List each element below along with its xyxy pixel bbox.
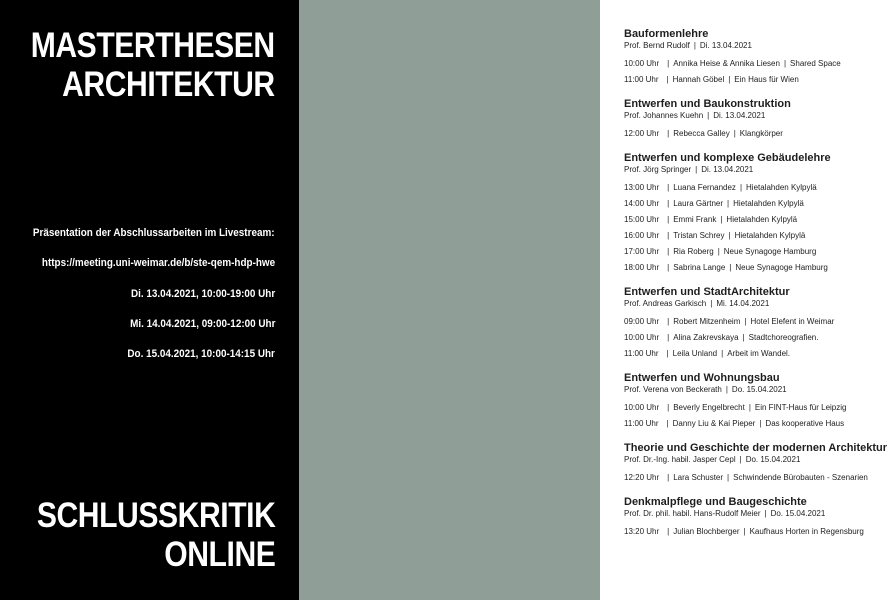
presentation-row: [624, 183, 892, 193]
project-title: Stadtchoreografien.: [748, 333, 819, 342]
presentation-row: [624, 473, 892, 483]
presenter-name: Annika Heise & Annika Liesen: [673, 59, 780, 68]
schedule-section: [624, 371, 892, 429]
project-title: Neue Synagoge Hamburg: [735, 263, 828, 272]
project-title: Schwindende Bürobauten - Szenarien: [733, 473, 868, 482]
section-professor-line: [624, 111, 892, 121]
separator: |: [759, 419, 762, 428]
section-date: Di. 13.04.2021: [713, 111, 766, 120]
separator: |: [667, 527, 670, 536]
presentation-time: 15:00 Uhr: [624, 215, 660, 224]
separator: |: [748, 403, 751, 412]
separator: |: [667, 59, 670, 68]
section-title: Entwerfen und komplexe Gebäudelehre: [624, 152, 831, 164]
professor-name: Prof. Dr.-Ing. habil. Jasper Cepl: [624, 455, 736, 464]
project-title: Arbeit im Wandel.: [727, 349, 791, 358]
presenter-name: Leila Unland: [672, 349, 718, 358]
presenter-name: Alina Zakrevskaya: [673, 333, 739, 342]
project-title: Shared Space: [790, 59, 841, 68]
separator: |: [739, 183, 743, 192]
schedule-section: [624, 97, 892, 139]
section-title: Entwerfen und Baukonstruktion: [624, 98, 791, 110]
section-date: Di. 13.04.2021: [699, 41, 752, 50]
separator: |: [667, 333, 670, 342]
separator: |: [667, 473, 670, 482]
professor-name: Prof. Dr. phil. habil. Hans-Rudolf Meier: [624, 509, 761, 518]
headline-top-line-1: MASTERTHESEN: [30, 26, 275, 65]
separator: |: [667, 231, 670, 240]
presenter-name: Beverly Engelbrecht: [673, 403, 745, 412]
separator: |: [725, 385, 728, 394]
presentation-time: 17:00 Uhr: [624, 247, 660, 256]
right-panel: [299, 0, 888, 600]
presentation-row: [624, 215, 892, 225]
presentation-row: [624, 403, 892, 413]
separator: |: [667, 247, 670, 256]
presenter-name: Lara Schuster: [673, 473, 724, 482]
presenter-name: Danny Liu & Kai Pieper: [672, 419, 756, 428]
presentation-time: 14:00 Uhr: [624, 199, 660, 208]
separator: |: [666, 349, 669, 358]
separator: |: [666, 75, 669, 84]
livestream-intro: Präsentation der Abschlussarbeiten im Livestream:: [33, 227, 275, 239]
separator: |: [720, 215, 723, 224]
project-title: Ein FINT-Haus für Leipzig: [754, 403, 847, 412]
presenter-name: Sabrina Lange: [673, 263, 726, 272]
project-title: Hietalahden Kylpylä: [733, 199, 804, 208]
section-professor-line: [624, 165, 892, 175]
project-title: Ein Haus für Wien: [734, 75, 799, 84]
professor-name: Prof. Bernd Rudolf: [624, 41, 690, 50]
separator: |: [744, 317, 747, 326]
project-title: Neue Synagoge Hamburg: [723, 247, 817, 256]
section-professor-line: [624, 41, 892, 51]
schedule-section: [624, 27, 892, 85]
presentation-row: [624, 231, 892, 241]
project-title: Das kooperative Haus: [765, 419, 845, 428]
section-date: Mi. 14.04.2021: [716, 299, 770, 308]
schedule-section: [624, 285, 892, 359]
presentation-time: 09:00 Uhr: [624, 317, 660, 326]
professor-name: Prof. Andreas Garkisch: [624, 299, 707, 308]
presentation-time: 12:20 Uhr: [624, 473, 660, 482]
presenter-name: Emmi Frank: [673, 215, 717, 224]
presentation-time: 18:00 Uhr: [624, 263, 660, 272]
separator: |: [666, 419, 669, 428]
date-thursday: Do. 15.04.2021, 10:00-14:15 Uhr: [127, 348, 275, 360]
section-date: Do. 15.04.2021: [731, 385, 787, 394]
professor-name: Prof. Verena von Beckerath: [624, 385, 722, 394]
schedule-section: [624, 151, 892, 273]
separator: |: [667, 215, 670, 224]
separator: |: [727, 473, 730, 482]
separator: |: [743, 527, 746, 536]
separator: |: [667, 403, 670, 412]
presentation-row: [624, 247, 892, 257]
presentation-time: 12:00 Uhr: [624, 129, 660, 138]
separator: |: [739, 455, 742, 464]
separator: |: [667, 199, 670, 208]
project-title: Hietalahden Kylpylä: [726, 215, 798, 224]
separator: |: [717, 247, 720, 256]
presentation-row: [624, 333, 892, 343]
separator: |: [667, 183, 670, 192]
professor-name: Prof. Jörg Springer: [624, 165, 692, 174]
presenter-name: Ria Roberg: [673, 247, 714, 256]
presenter-name: Hannah Göbel: [672, 75, 725, 84]
section-date: Di. 13.04.2021: [701, 165, 754, 174]
presentation-time: 11:00 Uhr: [624, 419, 659, 428]
presentation-row: [624, 75, 892, 85]
separator: |: [728, 75, 731, 84]
separator: |: [764, 509, 767, 518]
presentation-time: 10:00 Uhr: [624, 403, 660, 412]
project-title: Kaufhaus Horten in Regensburg: [749, 527, 864, 536]
professor-name: Prof. Johannes Kuehn: [624, 111, 704, 120]
separator: |: [721, 349, 724, 358]
project-title: Hotel Elefent in Weimar: [750, 317, 835, 326]
presentation-row: [624, 129, 892, 139]
presenter-name: Rebecca Galley: [673, 129, 730, 138]
presentation-time: 11:00 Uhr: [624, 75, 659, 84]
presentation-row: [624, 59, 892, 69]
presenter-name: Laura Gärtner: [673, 199, 724, 208]
project-title: Hietalahden Kylpylä: [734, 231, 806, 240]
left-panel: [0, 0, 299, 600]
date-tuesday: Di. 13.04.2021, 10:00-19:00 Uhr: [130, 288, 275, 300]
section-title: Denkmalpflege und Baugeschichte: [624, 496, 807, 508]
presenter-name: Robert Mitzenheim: [673, 317, 741, 326]
headline-top: [31, 26, 275, 104]
separator: |: [728, 231, 731, 240]
presentation-row: [624, 199, 892, 209]
presentation-time: 10:00 Uhr: [624, 59, 660, 68]
presentation-time: 13:00 Uhr: [624, 183, 660, 192]
presentation-row: [624, 263, 892, 273]
separator: |: [667, 129, 670, 138]
schedule-section: [624, 495, 892, 537]
presentation-time: 16:00 Uhr: [624, 231, 660, 240]
separator: |: [693, 41, 696, 50]
section-professor-line: [624, 299, 892, 309]
presentation-row: [624, 419, 892, 429]
separator: |: [707, 111, 710, 120]
date-wednesday: Mi. 14.04.2021, 09:00-12:00 Uhr: [129, 318, 275, 330]
section-title: Entwerfen und StadtArchitektur: [624, 286, 790, 298]
section-title: Bauformenlehre: [624, 28, 709, 40]
presentation-time: 10:00 Uhr: [624, 333, 660, 342]
schedule-list: [624, 27, 892, 549]
presenter-name: Julian Blochberger: [673, 527, 740, 536]
presentation-row: [624, 527, 892, 537]
presentation-time: 11:00 Uhr: [624, 349, 659, 358]
presentation-row: [624, 317, 892, 327]
presenter-name: Tristan Schrey: [673, 231, 725, 240]
separator: |: [729, 263, 732, 272]
presenter-name: Luana Fernandez: [673, 183, 736, 192]
presentation-row: [624, 349, 892, 359]
separator: |: [667, 317, 670, 326]
headline-bottom-line-2: ONLINE: [163, 535, 275, 574]
section-date: Do. 15.04.2021: [745, 455, 801, 464]
headline-top-line-2: ARCHITEKTUR: [62, 65, 275, 104]
separator: |: [742, 333, 745, 342]
section-title: Entwerfen und Wohnungsbau: [624, 372, 780, 384]
section-professor-line: [624, 385, 892, 395]
section-title: Theorie und Geschichte der modernen Architektur: [624, 442, 888, 454]
project-title: Hietalahden Kylpylä: [746, 183, 817, 192]
separator: |: [783, 59, 787, 68]
headline-bottom: [36, 496, 275, 574]
separator: |: [695, 165, 698, 174]
headline-bottom-line-1: SCHLUSSKRITIK: [36, 496, 275, 535]
section-date: Do. 15.04.2021: [770, 509, 826, 518]
section-professor-line: [624, 509, 892, 519]
livestream-link[interactable]: https://meeting.uni-weimar.de/b/ste-qem-hdp-hwe: [41, 257, 275, 269]
presentation-time: 13:20 Uhr: [624, 527, 660, 536]
separator: |: [733, 129, 736, 138]
separator: |: [667, 263, 670, 272]
separator: |: [710, 299, 713, 308]
schedule-section: [624, 441, 892, 483]
project-title: Klangkörper: [739, 129, 783, 138]
separator: |: [727, 199, 730, 208]
section-professor-line: [624, 455, 892, 465]
